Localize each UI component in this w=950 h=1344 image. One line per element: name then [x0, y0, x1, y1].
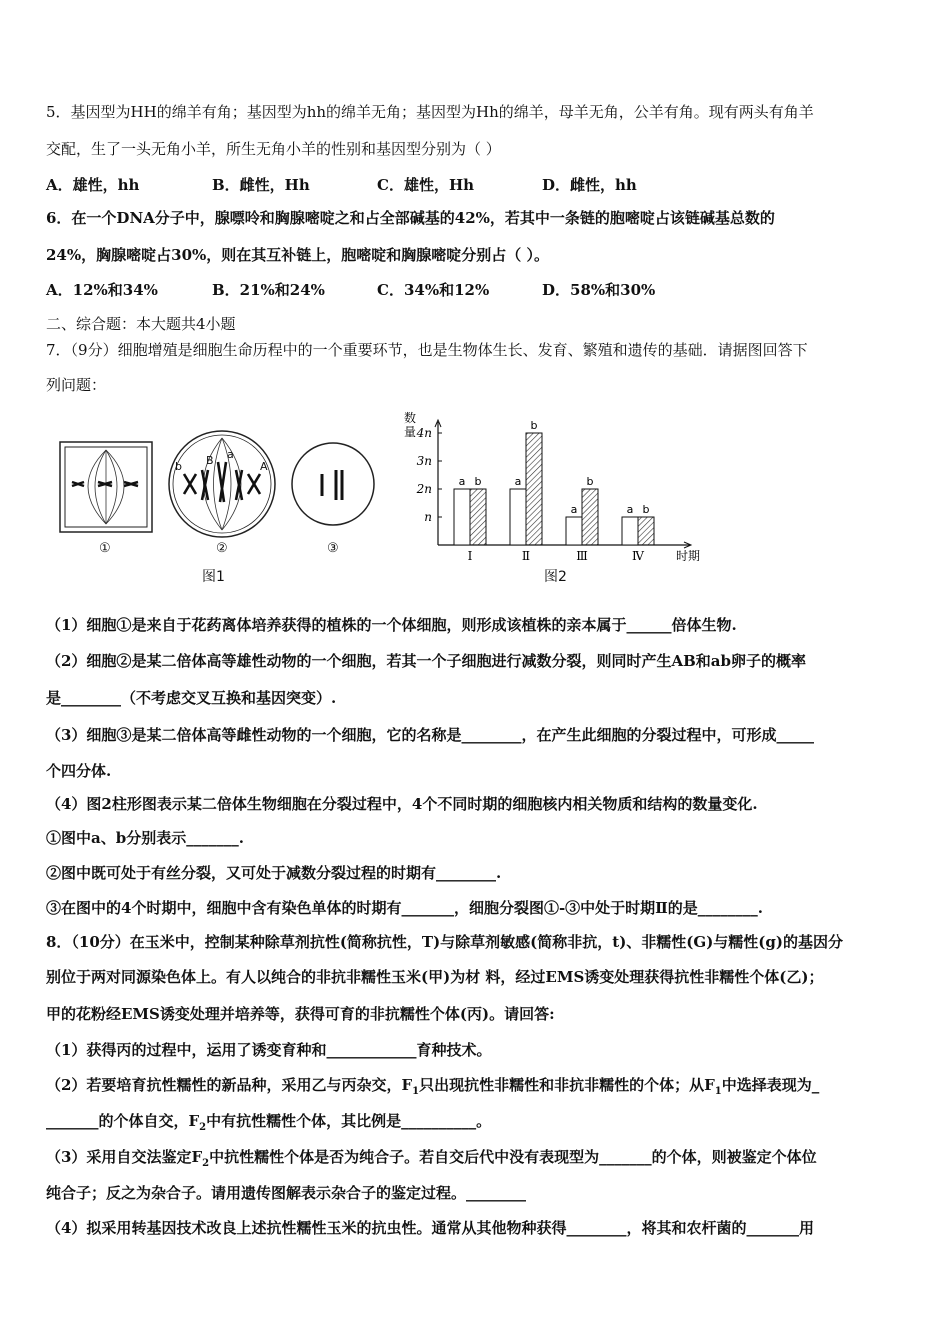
cell-3-membrane [292, 443, 374, 525]
q6-option-c[interactable]: C．34%和12% [377, 281, 490, 299]
bar-b-2 [526, 433, 542, 545]
f1-subscript-2: 1 [714, 1086, 722, 1097]
y-tick-label: n [424, 510, 432, 524]
q5-option-b[interactable]: B．雌性，Hh [212, 176, 310, 194]
f2-subscript: 2 [199, 1122, 207, 1133]
bar-a-3 [566, 517, 582, 545]
y-axis-label-char: 数 [404, 411, 417, 425]
q6-stem-line2: 24%，胸腺嘧啶占30%，则在其互补链上，胞嘧啶和胸腺嘧啶分别占（ ）。 [46, 246, 549, 264]
q8-sub2-text-d: _______的个体自交，F [46, 1112, 200, 1130]
bar-series-label: b [474, 475, 482, 488]
q8-sub4: （4）拟采用转基因技术改良上述抗性糯性玉米的抗虫性。通常从其他物种获得________，将其和农杆菌的_______用 [46, 1219, 814, 1237]
q7-stem-line2: 列问题： [46, 376, 107, 394]
q5-option-a[interactable]: A．雄性，hh [46, 176, 140, 194]
q5-stem-line2: 交配，生了一头无角小羊，所生无角小羊的性别和基因型分别为（ ） [46, 140, 501, 158]
y-axis-label-char: 量 [404, 425, 417, 439]
q6-stem-line1: 6．在一个DNA分子中，腺嘌呤和胸腺嘧啶之和占全部碱基的42%，若其中一条链的胞嘧啶占该链碱基总数的 [46, 209, 775, 227]
y-tick-label: 4n [416, 426, 432, 440]
bar-series-label: b [586, 475, 594, 488]
x-tick-label: Ⅰ [467, 549, 473, 563]
figure-1-drawing [50, 418, 390, 588]
q8-sub2-text-e: 中有抗性糯性个体，其比例是__________。 [206, 1112, 492, 1130]
chromosome-label-B: B [206, 454, 214, 467]
q7-sub4-item2: ②图中既可处于有丝分裂，又可处于减数分裂过程的时期有________. [46, 864, 502, 882]
q8-stem-line3: 甲的花粉经EMS诱变处理并培养等，获得可育的非抗糯性个体(丙)。请回答: [46, 1005, 555, 1023]
bar-b-3 [582, 489, 598, 545]
q5-option-c[interactable]: C．雄性，Hh [377, 176, 475, 194]
q7-sub4-item1: ①图中a、b分别表示_______. [46, 829, 244, 847]
bar-series-label: a [570, 503, 578, 516]
bar-a-4 [622, 517, 638, 545]
q6-option-a[interactable]: A．12%和34% [46, 281, 158, 299]
q8-sub3-line1 [46, 1146, 908, 1175]
q6-option-d[interactable]: D．58%和30% [542, 281, 656, 299]
q7-sub2-line1: （2）细胞②是某二倍体高等雄性动物的一个细胞，若其一个子细胞进行减数分裂，则同时产生AB和ab卵子的概率 [46, 652, 806, 670]
q8-sub2-text-c: 中选择表现为_ [721, 1076, 820, 1094]
y-tick-label: 3n [416, 454, 432, 468]
q7-sub4: （4）图2柱形图表示某二倍体生物细胞在分裂过程中，4个不同时期的细胞核内相关物质和结构的数量变化. [46, 795, 758, 813]
y-tick-label: 2n [416, 482, 432, 496]
q8-sub3-text-b: 中抗性糯性个体是否为纯合子。若自交后代中没有表现型为_______的个体，则被鉴定个体位 [209, 1148, 817, 1166]
cell-3-chromosomes [322, 470, 342, 500]
bar-series-label: a [514, 475, 522, 488]
chromosome-label-A: A [260, 460, 268, 473]
q7-sub4-item3: ③在图中的4个时期中，细胞中含有染色单体的时期有_______，细胞分裂图①-③中处于时期Ⅱ的是________. [46, 899, 764, 917]
x-tick-label: Ⅳ [632, 549, 644, 563]
chromosome-label-a: a [227, 448, 234, 461]
figure-1 [50, 418, 390, 588]
q7-sub3-line1: （3）细胞③是某二倍体高等雌性动物的一个细胞，它的名称是________，在产生此细胞的分裂过程中，可形成_____ [46, 726, 814, 744]
q8-sub3-line2: 纯合子；反之为杂合子。请用遗传图解表示杂合子的鉴定过程。________ [46, 1184, 527, 1202]
x-axis-label: 时期 [676, 549, 701, 563]
q5-option-d[interactable]: D．雌性，hh [542, 176, 637, 194]
q8-sub2-text-a: （2）若要培育抗性糯性的新品种，采用乙与丙杂交，F [46, 1076, 413, 1094]
x-tick-label: Ⅲ [576, 549, 588, 563]
q8-stem-line2: 别位于两对同源染色体上。有人以纯合的非抗非糯性玉米(甲)为材 料，经过EMS诱变处理获得抗性非糯性个体(乙)； [46, 968, 824, 986]
q5-stem-line1: 5．基因型为HH的绵羊有角；基因型为hh的绵羊无角；基因型为Hh的绵羊，母羊无角，公羊有角。现有两头有角羊 [46, 103, 814, 121]
bar-a-1 [454, 489, 470, 545]
x-tick-label: Ⅱ [521, 549, 531, 563]
cell-label-1: ① [99, 541, 111, 556]
cell-2-chromosomes [184, 462, 260, 502]
bar-b-1 [470, 489, 486, 545]
bar-series-label: a [626, 503, 634, 516]
figure-1-caption: 图1 [202, 569, 225, 585]
q8-sub2-text-b: 只出现抗性非糯性和非抗非糯性的个体；从F [419, 1076, 715, 1094]
q8-sub2-line1 [46, 1074, 908, 1103]
figure-2-chart [392, 410, 701, 588]
bar-a-2 [510, 489, 526, 545]
q8-stem-line1: 8．（10分）在玉米中，控制某种除草剂抗性(简称抗性，T)与除草剂敏感(简称非抗，t)、非糯性(G)与糯性(g)的基因分 [46, 933, 843, 951]
q8-sub1: （1）获得丙的过程中，运用了诱变育种和____________育种技术。 [46, 1041, 492, 1059]
q8-sub2-line2 [46, 1110, 908, 1139]
section-heading: 二、综合题：本大题共4小题 [46, 315, 236, 333]
bar-series-label: a [458, 475, 466, 488]
cell-1-spindle [88, 450, 124, 524]
q7-stem-line1: 7．（9分）细胞增殖是细胞生命历程中的一个重要环节，也是生物体生长、发育、繁殖和遗传的基础．请据图回答下 [46, 341, 808, 359]
figure-2 [392, 410, 701, 588]
figure-2-caption: 图2 [544, 569, 567, 585]
q7-sub3-line2: 个四分体. [46, 762, 112, 780]
cell-1-chromosomes [72, 482, 138, 486]
cell-2-letters [175, 448, 268, 473]
bar-series-label: b [642, 503, 650, 516]
f1-subscript: 1 [412, 1086, 420, 1097]
q7-sub1: （1）细胞①是来自于花药离体培养获得的植株的一个体细胞，则形成该植株的亲本属于______倍体生物. [46, 616, 737, 634]
chromosome-label-b: b [175, 460, 182, 473]
q6-option-b[interactable]: B．21%和24% [212, 281, 325, 299]
f2-subscript-2: 2 [202, 1158, 210, 1169]
cell-label-2: ② [216, 541, 228, 556]
q7-sub2-line2: 是________（不考虑交叉互换和基因突变）. [46, 689, 337, 707]
bar-b-4 [638, 517, 654, 545]
bar-series-label: b [530, 419, 538, 432]
cell-label-3: ③ [327, 541, 339, 556]
q8-sub3-text-a: （3）采用自交法鉴定F [46, 1148, 203, 1166]
